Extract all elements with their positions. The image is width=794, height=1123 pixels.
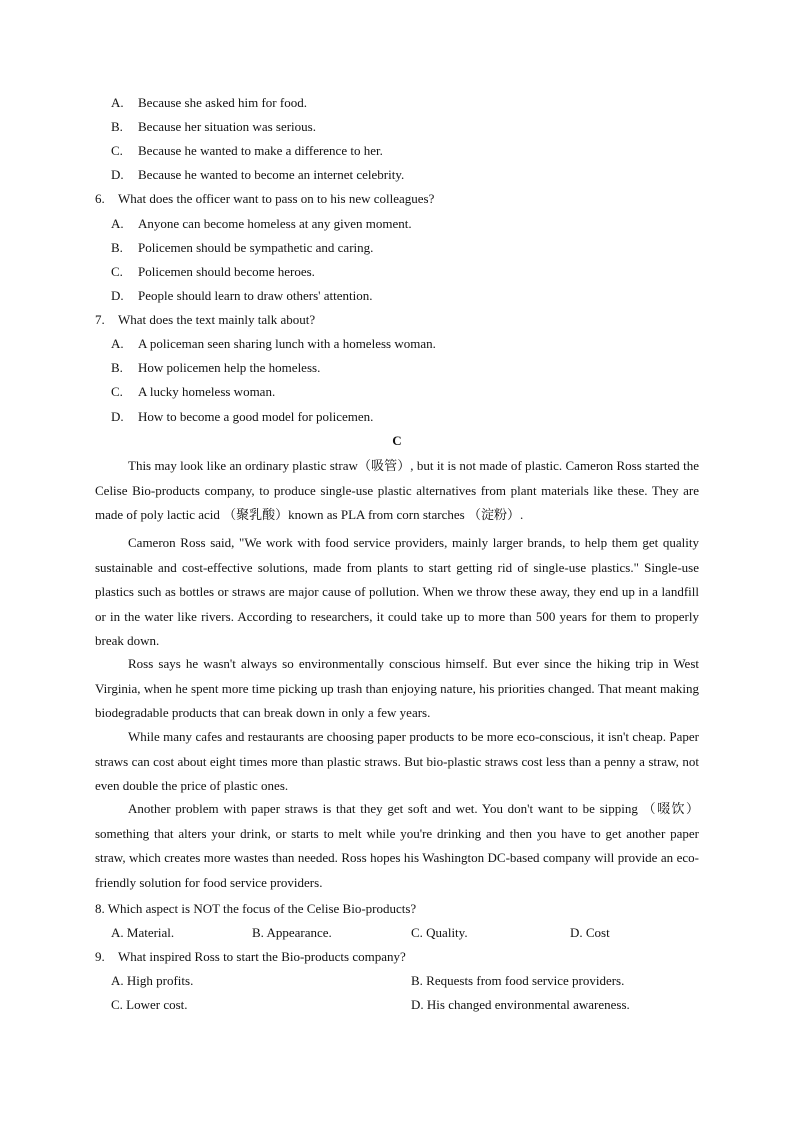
passage-paragraph-5: Another problem with paper straws is that they get soft and wet. You don't want to be sipping （啜饮） something that alters your drink, or starts to melt while you're drinking and then you have to get another paper straw, which creates more wastes than needed. Ross hopes his Washington DC-based company will provide an eco-friendly solution for food service providers. bbox=[95, 801, 699, 890]
q8-option-a: A. Material. bbox=[111, 925, 175, 940]
q9-option-c: C. Lower cost. bbox=[111, 997, 188, 1012]
q6-option-b: B. Policemen should be sympathetic and caring. bbox=[111, 240, 374, 255]
q7-option-b: B. How policemen help the homeless. bbox=[111, 360, 321, 375]
q5-option-d: D. Because he wanted to become an internet celebrity. bbox=[111, 167, 405, 182]
q9-option-a: A. High profits. bbox=[111, 973, 194, 988]
passage-paragraph-1: This may look like an ordinary plastic straw（吸管）, but it is not made of plastic. Cameron Ross started the Celise Bio-products company, to produce single-use plastic alternatives from plant materials like these. They are made of poly lactic acid （聚乳酸）known as PLA from corn starches （淀粉）. bbox=[95, 458, 699, 522]
q9-option-b: B. Requests from food service providers. bbox=[411, 973, 625, 988]
q6-option-a: A. Anyone can become homeless at any given moment. bbox=[111, 216, 412, 231]
q5-option-b: B. Because her situation was serious. bbox=[111, 119, 316, 134]
q8-option-c: C. Quality. bbox=[411, 925, 468, 940]
passage-paragraph-4: While many cafes and restaurants are choosing paper products to be more eco-conscious, it isn't cheap. Paper straws can cost about eight times more than plastic straws. But bio-plastic straws cost less than a penny a straw, not even double the price of plastic ones. bbox=[95, 729, 699, 793]
q9-option-d: D. His changed environmental awareness. bbox=[411, 997, 630, 1012]
section-title: C bbox=[392, 433, 402, 448]
passage-paragraph-2: Cameron Ross said, "We work with food service providers, mainly larger brands, to help them get quality sustainable and cost-effective solutions, made from plants to start getting rid of single-use plastics." Single-use plastics such as bottles or straws are major cause of pollution. When we throw these away, they end up in a landfill or in the water like rivers. According to researchers, it could take up to more than 500 years for them to properly break down. bbox=[95, 535, 699, 648]
q8-options bbox=[0, 925, 794, 941]
q7-option-d: D. How to become a good model for policemen. bbox=[111, 409, 374, 424]
q6-option-d: D. People should learn to draw others' attention. bbox=[111, 288, 373, 303]
q9-options-row-2 bbox=[0, 997, 794, 1013]
q5-option-c: C. Because he wanted to make a difference to her. bbox=[111, 143, 383, 158]
q9-options-row-1 bbox=[0, 973, 794, 989]
q7-question: 7. What does the text mainly talk about? bbox=[95, 312, 316, 327]
q8-option-b: B. Appearance. bbox=[252, 925, 332, 940]
q6-question: 6. What does the officer want to pass on to his new colleagues? bbox=[95, 191, 435, 206]
q7-option-a: A. A policeman seen sharing lunch with a homeless woman. bbox=[111, 336, 436, 351]
q6-option-c: C. Policemen should become heroes. bbox=[111, 264, 315, 279]
q5-option-a: A. Because she asked him for food. bbox=[111, 95, 307, 110]
q8-question: 8. Which aspect is NOT the focus of the Celise Bio-products? bbox=[95, 901, 417, 916]
q7-option-c: C. A lucky homeless woman. bbox=[111, 384, 276, 399]
passage-paragraph-3: Ross says he wasn't always so environmentally conscious himself. But ever since the hiking trip in West Virginia, when he spent more time picking up trash than enjoying nature, his priorities changed. That meant making biodegradable products that can break down in only a few years. bbox=[95, 656, 699, 720]
q9-question: 9. What inspired Ross to start the Bio-products company? bbox=[95, 949, 406, 964]
q8-option-d: D. Cost bbox=[570, 925, 610, 940]
